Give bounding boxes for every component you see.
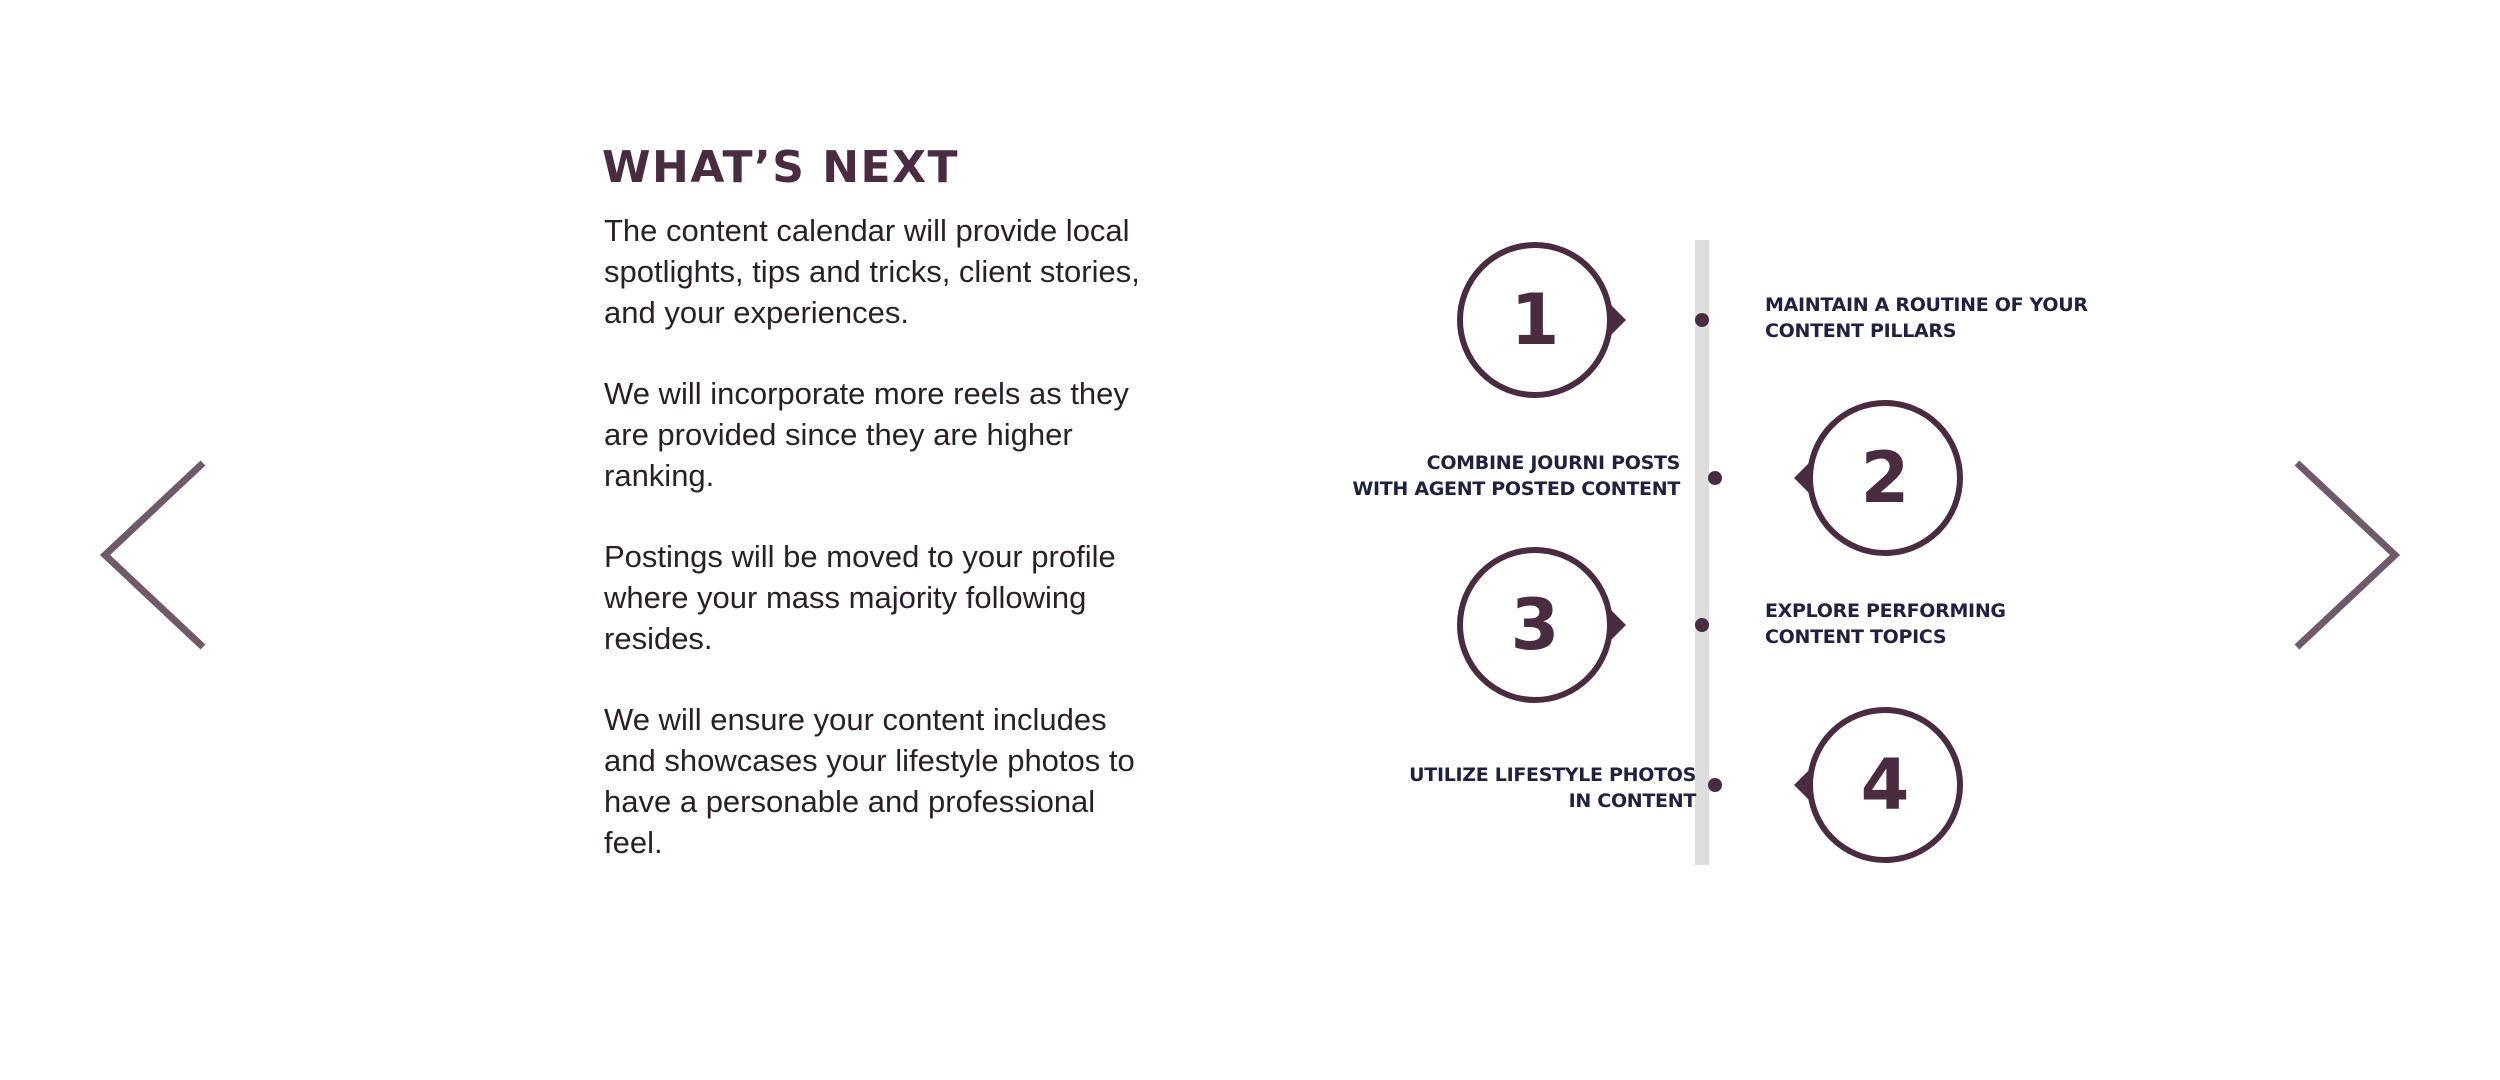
paragraph-reels: We will incorporate more reels as they are provided since they are higher ranking. xyxy=(604,376,1129,493)
paragraph-postings: Postings will be moved to your profile where your mass majority following resides. xyxy=(604,539,1116,656)
paragraph-lifestyle: We will ensure your content includes and showcases your lifestyle photos to have a personable and professional feel. xyxy=(604,702,1135,860)
step-2-label xyxy=(1352,450,1680,502)
step-3-number: 3 xyxy=(1510,584,1560,666)
timeline-bar xyxy=(1695,240,1709,865)
step-1-label xyxy=(1765,292,2088,344)
paragraph-content-calendar: The content calendar will provide local spotlights, tips and tricks, client stories, and your experiences. xyxy=(604,213,1140,330)
step-3-dot xyxy=(1695,618,1709,632)
step-4-number: 4 xyxy=(1860,744,1910,826)
step-4-label xyxy=(1409,762,1696,814)
step-1-dot xyxy=(1695,313,1709,327)
chevron-left-icon xyxy=(95,455,215,655)
step-3-label-line2: CONTENT TOPICS xyxy=(1765,626,1947,648)
previous-slide-button[interactable] xyxy=(95,455,215,655)
page-title: WHAT’S NEXT xyxy=(602,142,960,193)
step-4-label-line2: IN CONTENT xyxy=(1568,790,1696,812)
next-slide-button[interactable] xyxy=(2285,455,2405,655)
chevron-right-icon xyxy=(2285,455,2405,655)
step-2-label-line1: COMBINE JOURNI POSTS xyxy=(1426,452,1680,474)
step-4-label-line1: UTILIZE LIFESTYLE PHOTOS xyxy=(1409,764,1696,786)
step-2-number: 2 xyxy=(1860,437,1910,519)
step-2-label-line2: WITH AGENT POSTED CONTENT xyxy=(1352,478,1680,500)
step-1-label-line1: MAINTAIN A ROUTINE OF YOUR xyxy=(1765,294,2088,316)
step-3-label-line1: EXPLORE PERFORMING xyxy=(1765,600,2006,622)
steps-timeline xyxy=(1340,230,2160,890)
step-2-dot xyxy=(1708,471,1722,485)
step-4-dot xyxy=(1708,778,1722,792)
whats-next-section xyxy=(600,140,1160,903)
step-1-label-line2: CONTENT PILLARS xyxy=(1765,320,1957,342)
step-1-number: 1 xyxy=(1510,279,1560,361)
step-3-label xyxy=(1765,598,2006,650)
